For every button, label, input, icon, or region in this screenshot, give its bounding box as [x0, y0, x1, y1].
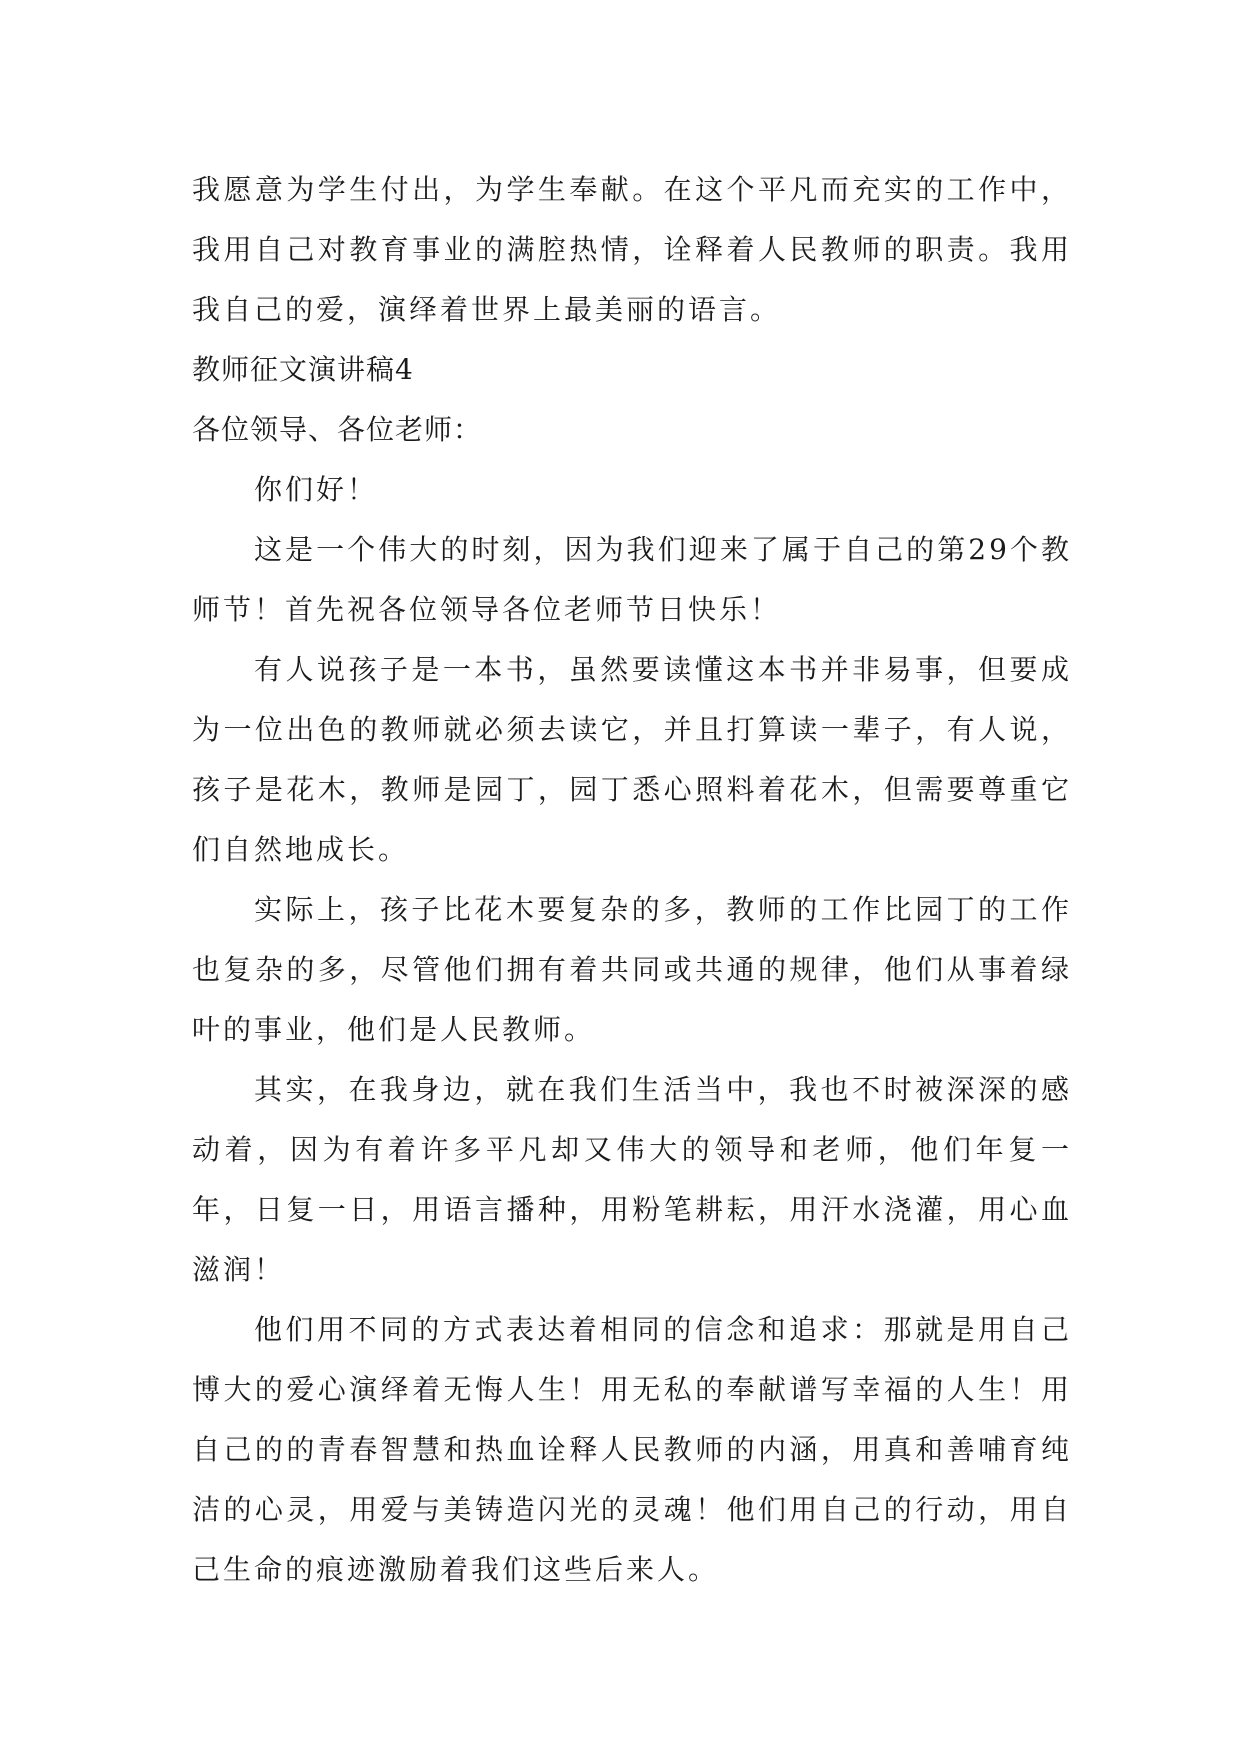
- document-body: [192, 160, 1072, 1600]
- continuation-paragraph: 我愿意为学生付出，为学生奉献。在这个平凡而充实的工作中，我用自己对教育事业的满腔热情，诠释着人民教师的职责。我用我自己的爱，演绎着世界上最美丽的语言。: [192, 173, 1072, 326]
- section-heading: 教师征文演讲稿4: [192, 353, 414, 386]
- salutation: 各位领导、各位老师：: [192, 413, 483, 446]
- paragraph: 他们用不同的方式表达着相同的信念和追求：那就是用自己博大的爱心演绎着无悔人生！用无私的奉献谱写幸福的人生！用自己的的青春智慧和热血诠释人民教师的内涵，用真和善哺育纯洁的心灵，用爱与美铸造闪光的灵魂！他们用自己的行动，用自己生命的痕迹激励着我们这些后来人。: [192, 1313, 1072, 1586]
- paragraph: 有人说孩子是一本书，虽然要读懂这本书并非易事，但要成为一位出色的教师就必须去读它，并且打算读一辈子，有人说，孩子是花木，教师是园丁，园丁悉心照料着花木，但需要尊重它们自然地成长。: [192, 653, 1072, 866]
- paragraph: 实际上，孩子比花木要复杂的多，教师的工作比园丁的工作也复杂的多，尽管他们拥有着共同或共通的规律，他们从事着绿叶的事业，他们是人民教师。: [192, 893, 1072, 1046]
- paragraph: 其实，在我身边，就在我们生活当中，我也不时被深深的感动着，因为有着许多平凡却又伟大的领导和老师，他们年复一年，日复一日，用语言播种，用粉笔耕耘，用汗水浇灌，用心血滋润！: [192, 1073, 1072, 1286]
- paragraph-greeting: 你们好！: [254, 473, 379, 506]
- paragraph: 这是一个伟大的时刻，因为我们迎来了属于自己的第29个教师节！首先祝各位领导各位老师节日快乐！: [192, 533, 1072, 626]
